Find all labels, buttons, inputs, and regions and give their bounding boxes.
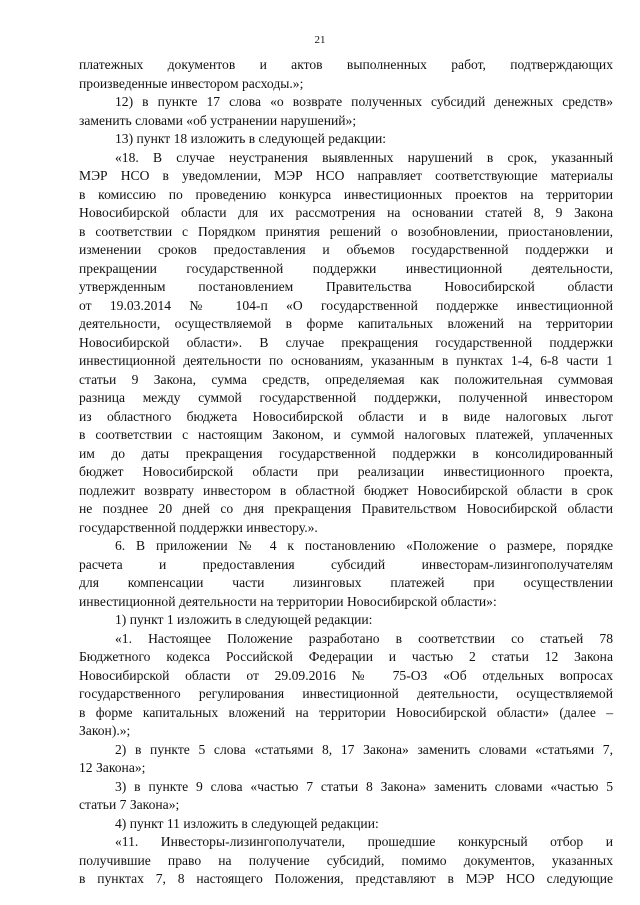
text-line: в пунктах 7, 8 настоящего Положения, представляют в МЭР НСО следующие — [79, 871, 613, 886]
text-line: разница между суммой государственной поддержки, полученной инвестором — [79, 390, 613, 405]
text-line: в соответствии с настоящим Законом, и суммой налоговых платежей, уплаченных — [79, 427, 613, 442]
text-line: 4) пункт 11 изложить в следующей редакции: — [115, 815, 379, 831]
text-line: «11. Инвесторы-лизингополучатели, прошедшие конкурсный отбор и — [115, 834, 613, 849]
text-line: инвестиционной деятельности по основаниям, указанным в пунктах 1-4, 6-8 части 1 — [79, 353, 613, 368]
text-line: 12 Закона»; — [79, 760, 146, 775]
text-line: произведенные инвестором расходы.»; — [79, 75, 304, 91]
text-line: государственной поддержки инвестору.». — [79, 519, 318, 535]
text-line: Бюджетного кодекса Российской Федерации и частью 2 статьи 12 Закона — [79, 649, 613, 664]
text-line: статьи 7 Закона»; — [79, 797, 180, 812]
text-line: Закон).»; — [79, 723, 131, 738]
text-line: в комиссию по проведению конкурса инвестиционных проектов на территории — [79, 186, 613, 202]
text-line: МЭР НСО в уведомлении, МЭР НСО направляет соответствующие материалы — [79, 168, 613, 183]
text-line: в форме капитальных вложений на территории Новосибирской области» (далее – — [79, 704, 613, 720]
text-line: 3) в пункте 9 слова «частью 7 статьи 8 Закона» заменить словами «частью 5 — [115, 778, 613, 794]
text-line: утвержденным постановлением Правительства Новосибирской области — [79, 279, 613, 294]
page-number: 21 — [314, 34, 326, 46]
text-line: Новосибирской области от 29.09.2016 № 75-ОЗ «Об отдельных вопросах — [79, 667, 613, 683]
text-line: от 19.03.2014 № 104-п «О государственной поддержке инвестиционной — [79, 297, 613, 313]
text-line: для компенсации части лизинговых платежей при осуществлении — [79, 575, 613, 590]
text-line: «1. Настоящее Положение разработано в соответствии со статьей 78 — [115, 630, 613, 646]
text-line: подлежит возврату инвестором в областной бюджет Новосибирской области в срок — [79, 482, 613, 498]
text-line: 1) пункт 1 изложить в следующей редакции: — [115, 612, 373, 627]
text-line: бюджет Новосибирской области при реализации инвестиционного проекта, — [79, 464, 613, 479]
text-line: им до даты прекращения государственной поддержки в консолидированный — [79, 445, 613, 461]
text-line: в соответствии с Порядком принятия решений о возобновлении, приостановлении, — [79, 223, 613, 239]
text-line: заменить словами «об устранении нарушений»; — [79, 112, 357, 128]
text-line: инвестиционной деятельности на территории Новосибирской области»: — [79, 593, 497, 609]
text-line: не позднее 20 дней со дня прекращения Правительством Новосибирской области — [79, 501, 613, 516]
text-line: 12) в пункте 17 слова «о возврате полученных субсидий денежных средств» — [115, 94, 613, 109]
text-line: Новосибирской области». В случае прекращения государственной поддержки — [79, 334, 613, 350]
text-line: 13) пункт 18 изложить в следующей редакции: — [115, 131, 387, 146]
text-line: статьи 9 Закона, сумма средств, определяемая как положительная суммовая — [79, 371, 613, 387]
text-line: изменении сроков предоставления и объемов государственной поддержки и — [79, 242, 613, 257]
document-body — [79, 56, 613, 889]
text-line: прекращении государственной поддержки инвестиционной деятельности, — [79, 260, 613, 276]
text-line: «18. В случае неустранения выявленных нарушений в срок, указанный — [115, 149, 613, 165]
text-line: получившие право на получение субсидий, помимо документов, указанных — [79, 852, 613, 868]
text-line: платежных документов и актов выполненных работ, подтверждающих — [79, 57, 613, 72]
text-line: 6. В приложении № 4 к постановлению «Положение о размере, порядке — [115, 538, 613, 553]
text-line: из областного бюджета Новосибирской области и в виде налоговых льгот — [79, 408, 613, 424]
text-line: 2) в пункте 5 слова «статьями 8, 17 Закона» заменить словами «статьями 7, — [115, 741, 613, 757]
text-line: деятельности, осуществляемой в форме капитальных вложений на территории — [79, 316, 613, 331]
text-line: государственного регулирования инвестиционной деятельности, осуществляемой — [79, 686, 613, 701]
text-line: Новосибирской области для их рассмотрения на основании статей 8, 9 Закона — [79, 205, 613, 220]
text-line: расчета и предоставления субсидий инвесторам-лизингополучателям — [79, 556, 613, 572]
